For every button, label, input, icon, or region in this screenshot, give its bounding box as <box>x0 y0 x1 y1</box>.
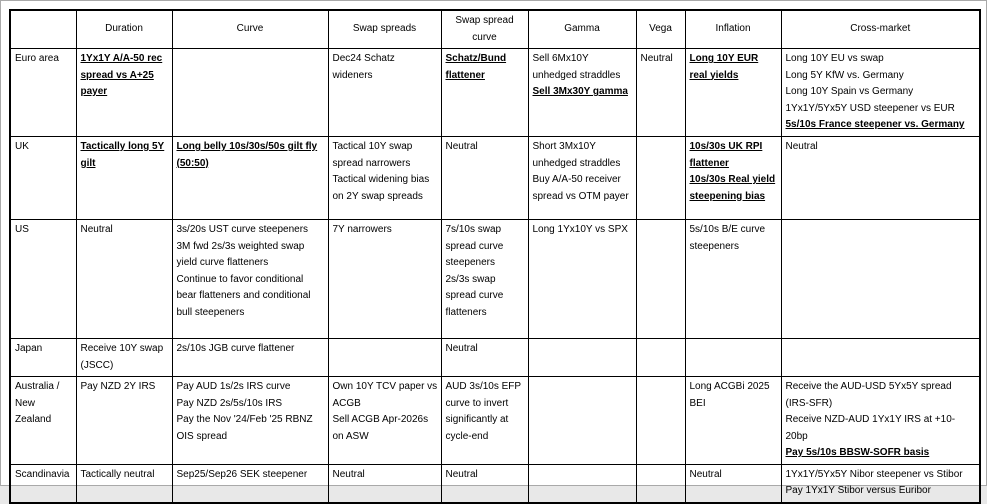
column-header-swap-spread-curve: Swap spread curve <box>441 10 528 49</box>
cell-us-cross-market <box>781 220 980 339</box>
trade-item: Long ACGBi 2025 BEI <box>689 381 770 409</box>
trade-item: 2s/10s JGB curve flattener <box>176 343 295 354</box>
cell-uk-swap-spreads <box>328 137 441 220</box>
cell-japan-swap-spreads <box>328 339 441 377</box>
table-row-australia-new-zealand <box>10 377 980 465</box>
table-row-japan <box>10 339 980 377</box>
trade-item: 3M fwd 2s/3s weighted swap yield curve flatteners <box>176 240 305 268</box>
trade-item: 3s/20s UST curve steepeners <box>176 224 309 235</box>
cell-scandinavia-swap-spread-curve <box>441 464 528 503</box>
trade-item: Tactical 10Y swap spread narrowers <box>332 141 413 169</box>
region-label: Japan <box>10 339 76 377</box>
trade-item: Own 10Y TCV paper vs ACGB <box>332 381 438 409</box>
trade-item: 10s/30s Real yield steepening bias <box>689 174 776 202</box>
trade-item: Tactically neutral <box>80 468 155 480</box>
trade-item: Pay 1Yx1Y Stibor versus Euribor <box>785 485 931 496</box>
trade-item: Neutral <box>445 141 478 152</box>
cell-japan-swap-spread-curve <box>441 339 528 377</box>
trade-item: Neutral <box>445 468 478 480</box>
trade-item: Neutral <box>445 343 478 354</box>
cell-uk-gamma <box>528 137 636 220</box>
trade-item: Long 10Y Spain vs Germany <box>785 86 914 97</box>
cell-scandinavia-duration <box>76 464 172 503</box>
column-header-swap-spreads: Swap spreads <box>328 10 441 49</box>
trade-recommendations-table <box>9 9 981 504</box>
trade-item: Long 1Yx10Y vs SPX <box>532 224 628 235</box>
trade-item: Dec24 Schatz wideners <box>332 53 395 81</box>
trade-item: Pay AUD 1s/2s IRS curve <box>176 381 291 392</box>
cell-japan-vega <box>636 339 685 377</box>
cell-uk-duration <box>76 137 172 220</box>
cell-us-inflation <box>685 220 781 339</box>
cell-uk-cross-market <box>781 137 980 220</box>
cell-us-swap-spreads <box>328 220 441 339</box>
cell-japan-curve <box>172 339 328 377</box>
cell-uk-inflation <box>685 137 781 220</box>
trade-item: Neutral <box>80 224 113 235</box>
cell-australia-new-zealand-inflation <box>685 377 781 465</box>
column-header-cross-market: Cross-market <box>781 10 980 49</box>
cell-us-gamma <box>528 220 636 339</box>
column-header-vega: Vega <box>636 10 685 49</box>
trade-item: Tactically long 5Y gilt <box>80 141 165 169</box>
column-header-empty <box>10 10 76 49</box>
trade-item: Pay NZD 2Y IRS <box>80 381 156 392</box>
trade-item: Neutral <box>689 468 722 480</box>
cell-scandinavia-cross-market <box>781 464 980 503</box>
header-row <box>10 10 980 49</box>
cell-japan-gamma <box>528 339 636 377</box>
cell-australia-new-zealand-cross-market <box>781 377 980 465</box>
trade-item: 7Y narrowers <box>332 224 392 235</box>
trade-item: Long 10Y EU vs swap <box>785 53 884 64</box>
table-row-uk <box>10 137 980 220</box>
trade-item: Short 3Mx10Y unhedged straddles <box>532 141 621 169</box>
trade-item: 7s/10s swap spread curve steepeners <box>445 224 504 268</box>
column-header-gamma: Gamma <box>528 10 636 49</box>
trade-item: Neutral <box>785 141 818 152</box>
trade-item: 5s/10s France steepener vs. Germany <box>785 119 965 130</box>
column-header-curve: Curve <box>172 10 328 49</box>
cell-australia-new-zealand-gamma <box>528 377 636 465</box>
cell-euro-area-swap-spreads <box>328 49 441 137</box>
cell-uk-vega <box>636 137 685 220</box>
trade-item: AUD 3s/10s EFP curve to invert significantly at cycle-end <box>445 381 521 442</box>
trade-item: 1Yx1Y A/A-50 rec spread vs A+25 payer <box>80 53 163 97</box>
cell-euro-area-curve <box>172 49 328 137</box>
trade-item: Pay NZD 2s/5s/10s IRS <box>176 397 283 409</box>
cell-japan-duration <box>76 339 172 377</box>
cell-uk-swap-spread-curve <box>441 137 528 220</box>
table-row-euro-area <box>10 49 980 137</box>
cell-scandinavia-vega <box>636 464 685 503</box>
cell-euro-area-cross-market <box>781 49 980 137</box>
region-label: Scandinavia <box>10 464 76 503</box>
trade-item: 10s/30s UK RPI flattener <box>689 141 763 169</box>
trade-item: Long belly 10s/30s/50s gilt fly (50:50) <box>176 141 318 169</box>
trade-item: Schatz/Bund flattener <box>445 53 507 81</box>
cell-australia-new-zealand-duration <box>76 377 172 465</box>
region-label: UK <box>10 137 76 220</box>
cell-scandinavia-swap-spreads <box>328 464 441 503</box>
cell-australia-new-zealand-vega <box>636 377 685 465</box>
trade-item: Receive NZD-AUD 1Yx1Y IRS at +10-20bp <box>785 414 956 442</box>
cell-uk-curve <box>172 137 328 220</box>
cell-us-swap-spread-curve <box>441 220 528 339</box>
cell-euro-area-vega <box>636 49 685 137</box>
trade-item: Buy A/A-50 receiver spread vs OTM payer <box>532 174 629 202</box>
cell-euro-area-duration <box>76 49 172 137</box>
trade-item: Tactical widening bias on 2Y swap spreads <box>332 174 430 202</box>
region-label: US <box>10 220 76 339</box>
cell-japan-inflation <box>685 339 781 377</box>
cell-us-vega <box>636 220 685 339</box>
cell-japan-cross-market <box>781 339 980 377</box>
column-header-inflation: Inflation <box>685 10 781 49</box>
trade-item: 5s/10s B/E curve steepeners <box>689 224 766 252</box>
cell-us-duration <box>76 220 172 339</box>
table-row-scandinavia <box>10 464 980 503</box>
trade-item: Neutral <box>640 53 673 64</box>
trade-item: Continue to favor conditional bear flatteners and conditional bull steepeners <box>176 273 311 318</box>
region-label: Australia / New Zealand <box>10 377 76 465</box>
trade-item: Pay 5s/10s BBSW-SOFR basis <box>785 447 930 458</box>
trade-item: Sep25/Sep26 SEK steepener <box>176 468 308 480</box>
trade-item: 1Yx1Y/5Yx5Y Nibor steepener vs Stibor <box>785 468 963 480</box>
trade-item: Long 5Y KfW vs. Germany <box>785 69 904 81</box>
trade-item: Pay the Nov '24/Feb '25 RBNZ OIS spread <box>176 414 313 442</box>
cell-euro-area-inflation <box>685 49 781 137</box>
trade-item: Receive 10Y swap (JSCC) <box>80 343 164 371</box>
region-label: Euro area <box>10 49 76 137</box>
cell-australia-new-zealand-curve <box>172 377 328 465</box>
table-row-us <box>10 220 980 339</box>
cell-scandinavia-gamma <box>528 464 636 503</box>
trade-item: Neutral <box>332 468 365 480</box>
cell-euro-area-gamma <box>528 49 636 137</box>
cell-scandinavia-inflation <box>685 464 781 503</box>
trade-item: Long 10Y EUR real yields <box>689 53 759 81</box>
trade-item: 2s/3s swap spread curve flatteners <box>445 273 504 318</box>
cell-australia-new-zealand-swap-spreads <box>328 377 441 465</box>
trade-item: Receive the AUD-USD 5Yx5Y spread (IRS-SFR) <box>785 381 952 409</box>
trade-item: 1Yx1Y/5Yx5Y USD steepener vs EUR <box>785 102 955 114</box>
cell-australia-new-zealand-swap-spread-curve <box>441 377 528 465</box>
table-body <box>10 49 980 503</box>
trade-item: Sell 6Mx10Y unhedged straddles <box>532 53 621 81</box>
column-header-duration: Duration <box>76 10 172 49</box>
cell-euro-area-swap-spread-curve <box>441 49 528 137</box>
cell-us-curve <box>172 220 328 339</box>
trade-item: Sell 3Mx30Y gamma <box>532 86 628 97</box>
trade-item: Sell ACGB Apr-2026s on ASW <box>332 414 429 442</box>
cell-scandinavia-curve <box>172 464 328 503</box>
